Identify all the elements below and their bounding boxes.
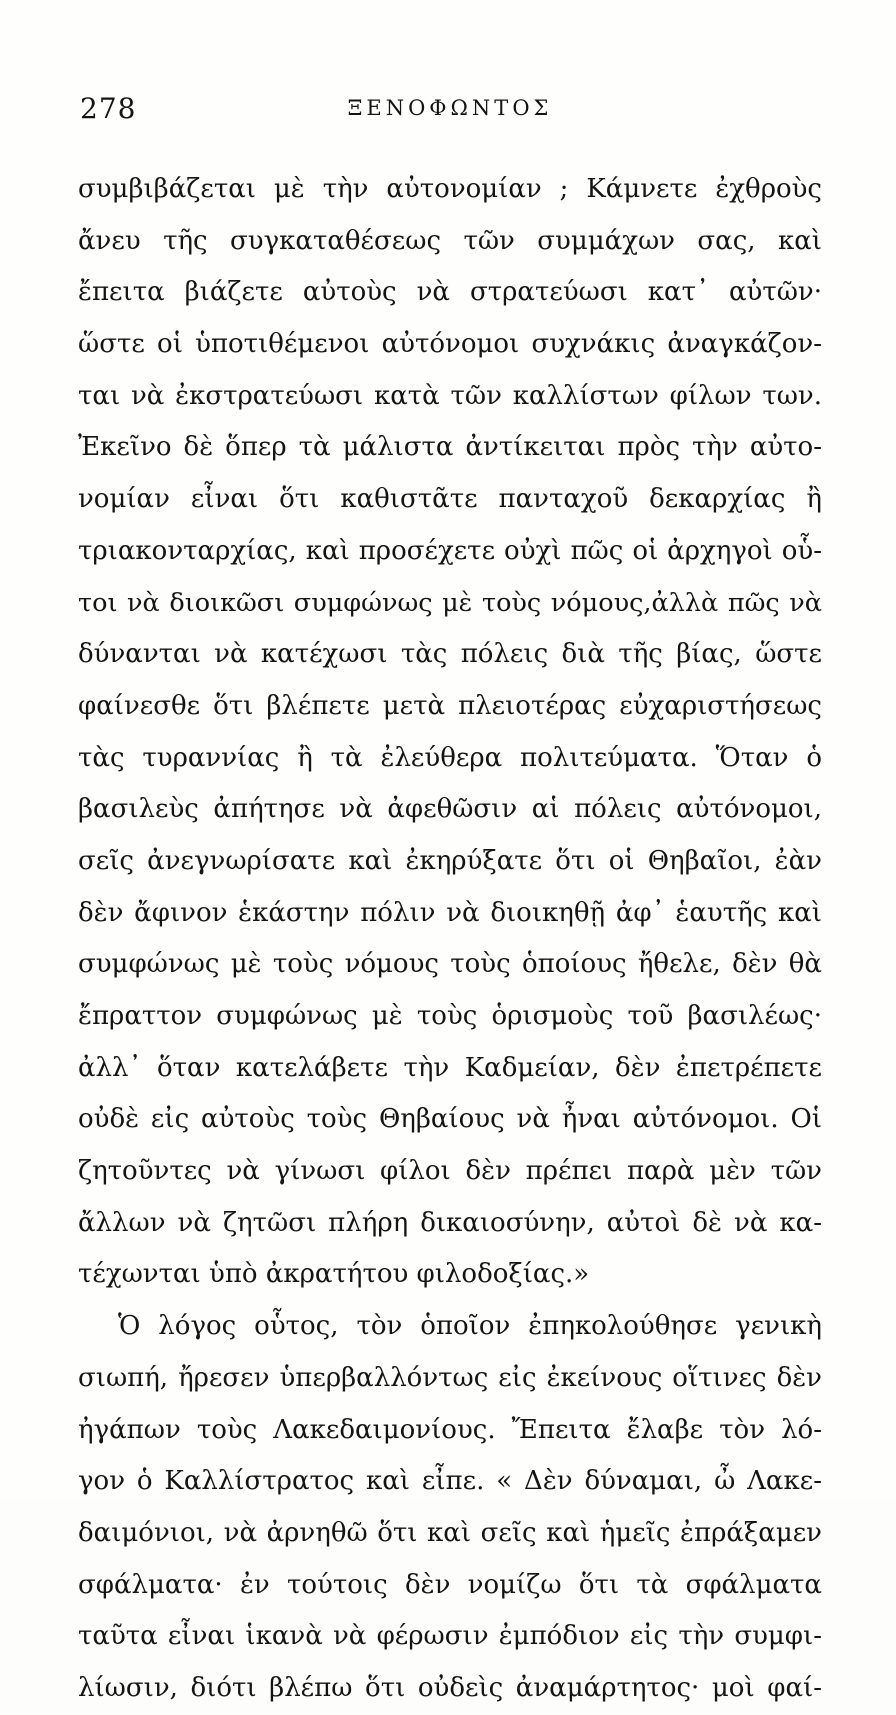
text-line: σιωπή, ἤρεσεν ὑπερβαλλόντως εἰς ἐκείνους οἵτινες δὲν [78, 1362, 822, 1393]
text-line: Ἐκεῖνο δὲ ὅπερ τὰ μάλιστα ἀντίκειται πρὸς τὴν αὐτο- [78, 432, 822, 463]
text-line: δύνανται νὰ κατέχωσι τὰς πόλεις διὰ τῆς βίας, ὥστε [78, 639, 822, 670]
text-line: φαίνεσθε ὅτι βλέπετε μετὰ πλειοτέρας εὐχαριστήσεως [78, 690, 822, 721]
text-line: ται νὰ ἐκστρατεύωσι κατὰ τῶν καλλίστων φίλων των. [78, 380, 822, 411]
text-line: ζητοῦντες νὰ γίνωσι φίλοι δὲν πρέπει παρὰ μὲν τῶν [78, 1156, 822, 1187]
text-line: δὲν ἄφινον ἑκάστην πόλιν νὰ διοικηθῇ ἀφ᾽ ἑαυτῆς καὶ [78, 897, 822, 928]
text-line: ἠγάπων τοὺς Λακεδαιμονίους. Ἔπειτα ἔλαβε τὸν λό- [78, 1414, 822, 1445]
text-line: σεῖς ἀνεγνωρίσατε καὶ ἐκηρύξατε ὅτι οἱ Θηβαῖοι, ἐὰν [78, 845, 822, 876]
text-line: ἀλλ᾽ ὅταν κατελάβετε τὴν Καδμείαν, δὲν ἐπετρέπετε [78, 1052, 822, 1083]
text-line: δαιμόνιοι, νὰ ἀρνηθῶ ὅτι καὶ σεῖς καὶ ἡμεῖς ἐπράξαμεν [78, 1517, 822, 1548]
text-line: σφάλματα· ἐν τούτοις δὲν νομίζω ὅτι τὰ σφάλματα [78, 1569, 822, 1600]
text-line: ἄνευ τῆς συγκαταθέσεως τῶν συμμάχων σας, καὶ [78, 225, 822, 256]
text-line: νομίαν εἶναι ὅτι καθιστᾶτε πανταχοῦ δεκαρχίας ἢ [78, 484, 822, 515]
text-line: τριακονταρχίας, καὶ προσέχετε οὐχὶ πῶς οἱ ἀρχηγοὶ οὗ- [78, 535, 822, 566]
page-number: 278 [80, 92, 137, 125]
text-line: ἄλλων νὰ ζητῶσι πλήρη δικαιοσύνην, αὐτοὶ δὲ νὰ κα- [78, 1207, 822, 1238]
text-line: ταῦτα εἶναι ἱκανὰ νὰ φέρωσιν ἐμπόδιον εἰς τὴν συμφι- [78, 1621, 822, 1652]
text-line: συμβιβάζεται μὲ τὴν αὐτονομίαν ; Κάμνετε ἐχθροὺς [78, 174, 822, 204]
text-line: συμφώνως μὲ τοὺς νόμους τοὺς ὁποίους ἤθελε, δὲν θὰ [78, 949, 822, 980]
paragraph-start-line: Ὁ λόγος οὗτος, τὸν ὁποῖον ἐπηκολούθησε γενικὴ [118, 1311, 822, 1342]
body-text [78, 164, 822, 1715]
text-line: τέχωνται ὑπὸ ἀκρατήτου φιλοδοξίας.» [78, 1259, 590, 1290]
text-line: τοι νὰ διοικῶσι συμφώνως μὲ τοὺς νόμους,ἀλλὰ πῶς νὰ [78, 587, 822, 618]
text-line: γον ὁ Καλλίστρατος καὶ εἶπε. « Δὲν δύναμαι, ὦ Λακε- [78, 1466, 822, 1497]
page-header [80, 92, 820, 132]
text-line: οὐδὲ εἰς αὐτοὺς τοὺς Θηβαίους νὰ ἦναι αὐτόνομοι. Οἱ [78, 1104, 822, 1135]
running-head: ΞΕΝΟΦΩΝΤΟΣ [347, 96, 553, 120]
text-line: ὥστε οἱ ὑποτιθέμενοι αὐτόνομοι συχνάκις ἀναγκάζον- [78, 329, 822, 360]
text-line: βασιλεὺς ἀπήτησε νὰ ἀφεθῶσιν αἱ πόλεις αὐτόνομοι, [78, 794, 822, 825]
text-line: τὰς τυραννίας ἢ τὰ ἐλεύθερα πολιτεύματα. Ὅταν ὁ [78, 742, 822, 773]
text-line: λίωσιν, διότι βλέπω ὅτι οὐδεὶς ἀναμάρτητος· μοὶ φαί- [78, 1672, 822, 1703]
text-line: ἔπραττον συμφώνως μὲ τοὺς ὁρισμοὺς τοῦ βασιλέως· [78, 1001, 822, 1031]
text-line: ἔπειτα βιάζετε αὐτοὺς νὰ στρατεύωσι κατ᾽ αὐτῶν· [78, 277, 822, 308]
